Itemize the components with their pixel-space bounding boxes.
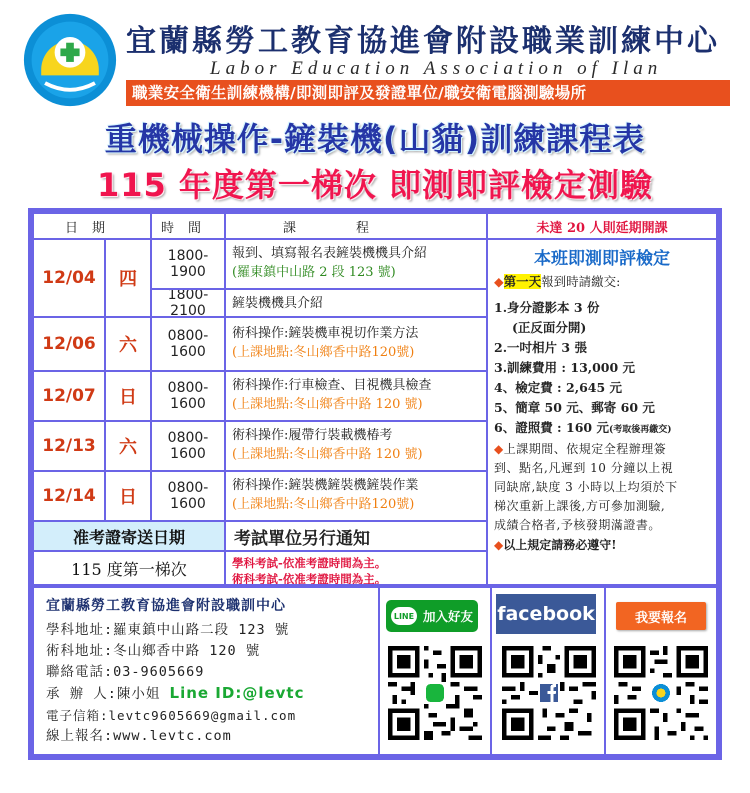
rule-line: 梯次重新上課後,方可參加測驗,	[494, 499, 666, 513]
postpone-note: 未達 20 人則延期開課	[488, 214, 716, 238]
row-time: 0800-1600	[152, 318, 224, 370]
row-course	[226, 290, 486, 316]
signup-button[interactable]: 我要報名	[616, 602, 706, 630]
row-time: 1800-2100	[152, 290, 224, 316]
course-location: (上課地點:冬山鄉香中路 120 號)	[232, 397, 423, 412]
req-item: 4、檢定費 : 2,645 元	[494, 380, 623, 395]
contact-info	[34, 588, 378, 754]
line-logo-icon: LINE	[391, 607, 417, 625]
course-location: (羅東鎮中山路 2 段 123 號)	[232, 265, 396, 280]
req-item-note: (考取後再繳交)	[608, 425, 672, 435]
rule-line: 成績合格者,予核發期滿證書。	[494, 518, 661, 532]
practical-exam-label: 術科考試-	[232, 572, 283, 584]
row-time: 0800-1600	[152, 422, 224, 470]
course-location: (上課地點:冬山鄉香中路120號)	[232, 345, 415, 360]
practical-address: 術科地址:冬山鄉香中路 120 號	[46, 643, 261, 659]
row-time: 1800-1900	[152, 240, 224, 288]
line-add-friend-button[interactable]	[386, 600, 478, 632]
course-desc: 術科操作:行車檢查、目視機具檢查	[232, 378, 432, 393]
written-address: 學科地址:羅東鎮中山路二段 123 號	[46, 622, 290, 638]
row-weekday: 六	[106, 422, 150, 470]
row-course	[226, 318, 486, 370]
row-date: 12/07	[34, 372, 104, 420]
diamond-icon: ◆	[494, 442, 504, 456]
panel-title: 本班即測即評檢定	[534, 249, 670, 269]
row-weekday: 日	[106, 372, 150, 420]
course-desc: 術科操作:鏟裝機鏟裝機鏟裝作業	[232, 478, 419, 493]
batch-label: 115 度第一梯次	[34, 552, 224, 584]
facebook-column	[492, 588, 604, 754]
req-item: 1.身分證影本 3 份	[494, 300, 600, 315]
facebook-button[interactable]: facebook	[496, 594, 596, 634]
req-item: 6、證照費 : 160 元	[494, 420, 609, 435]
day1-highlight: 第一天	[503, 274, 542, 289]
rule-line: 到、點名,凡遲到 10 分鐘以上視	[494, 461, 674, 475]
row-date: 12/04	[34, 240, 104, 316]
org-services-bar: 職業安全衛生訓練機構/即測即評及發證單位/職安衛電腦測驗場所	[126, 80, 730, 106]
course-desc: 術科操作:履帶行裝載機椿考	[232, 428, 393, 443]
email: 電子信箱:levtc9605669@gmail.com	[46, 708, 297, 723]
phone: 聯絡電話:03-9605669	[46, 664, 205, 680]
course-title: 重機械操作-鏟裝機(山貓)訓練課程表	[104, 120, 646, 158]
exam-info	[226, 552, 486, 584]
line-qr-code[interactable]	[388, 646, 482, 740]
row-date: 12/06	[34, 318, 104, 370]
org-name-en: Labor Education Association of Ilan	[210, 58, 663, 79]
row-course	[226, 472, 486, 520]
row-weekday: 日	[106, 472, 150, 520]
req-item: 5、簡章 50 元、郵寄 60 元	[494, 400, 655, 415]
line-column	[380, 588, 490, 754]
course-location: (上課地點:冬山鄉香中路 120 號)	[232, 447, 423, 462]
row-time: 0800-1600	[152, 472, 224, 520]
diamond-icon: ◆	[494, 274, 504, 289]
row-date: 12/14	[34, 472, 104, 520]
rule-line: 上課期間、依規定全程辦理簽	[503, 442, 667, 456]
org-logo	[22, 12, 118, 108]
contact-title: 宜蘭縣勞工教育協進會附設職訓中心	[46, 598, 286, 614]
course-location: (上課地點:冬山鄉香中路120號)	[232, 497, 415, 512]
website: 線上報名:www.levtc.com	[46, 728, 232, 744]
course-desc: 鏟裝機機具介紹	[232, 296, 324, 311]
signup-column	[606, 588, 716, 754]
line-add-friend-label: 加入好友	[422, 609, 473, 624]
schedule-frame	[28, 208, 722, 760]
header-date: 日期	[34, 214, 150, 238]
req-item: 2.一吋相片 3 張	[494, 340, 587, 355]
line-id: Line ID:@levtc	[169, 684, 305, 702]
signup-qr-code[interactable]	[614, 646, 708, 740]
row-weekday: 四	[106, 240, 150, 316]
row-course	[226, 422, 486, 470]
req-item: 3.訓練費用 : 13,000 元	[494, 360, 636, 375]
header-course: 課程	[226, 214, 486, 238]
req-item: (正反面分開)	[512, 320, 587, 335]
header-time: 時間	[152, 214, 224, 238]
row-time: 0800-1600	[152, 372, 224, 420]
row-weekday: 六	[106, 318, 150, 370]
practical-exam-note: 依准考證時間為主。	[282, 572, 387, 584]
course-desc: 報到、填寫報名表鏟裝機機具介紹	[232, 246, 428, 261]
rule-line: 同缺席,缺度 3 小時以上均須於下	[494, 480, 678, 494]
org-name: 宜蘭縣勞工教育協進會附設職業訓練中心	[126, 24, 720, 59]
course-subtitle: 115 年度第一梯次 即測即評檢定測驗	[96, 166, 654, 204]
requirements-panel	[488, 240, 716, 584]
row-course	[226, 240, 486, 288]
comply-note: 以上規定請務必遵守!	[503, 538, 617, 552]
day1-text: 報到時請繳交:	[541, 274, 621, 289]
diamond-icon: ◆	[494, 538, 504, 552]
course-desc: 術科操作:鏟裝機車視切作業方法	[232, 326, 419, 341]
row-course	[226, 372, 486, 420]
written-exam-note: 依准考證時間為主。	[282, 556, 387, 570]
row-date: 12/13	[34, 422, 104, 470]
facebook-qr-code[interactable]	[502, 646, 596, 740]
contact-person: 承 辦 人:陳小姐	[46, 686, 161, 702]
admit-card-value: 考試單位另行通知	[226, 522, 486, 550]
admit-card-label: 准考證寄送日期	[34, 522, 224, 550]
written-exam-label: 學科考試-	[232, 556, 283, 570]
